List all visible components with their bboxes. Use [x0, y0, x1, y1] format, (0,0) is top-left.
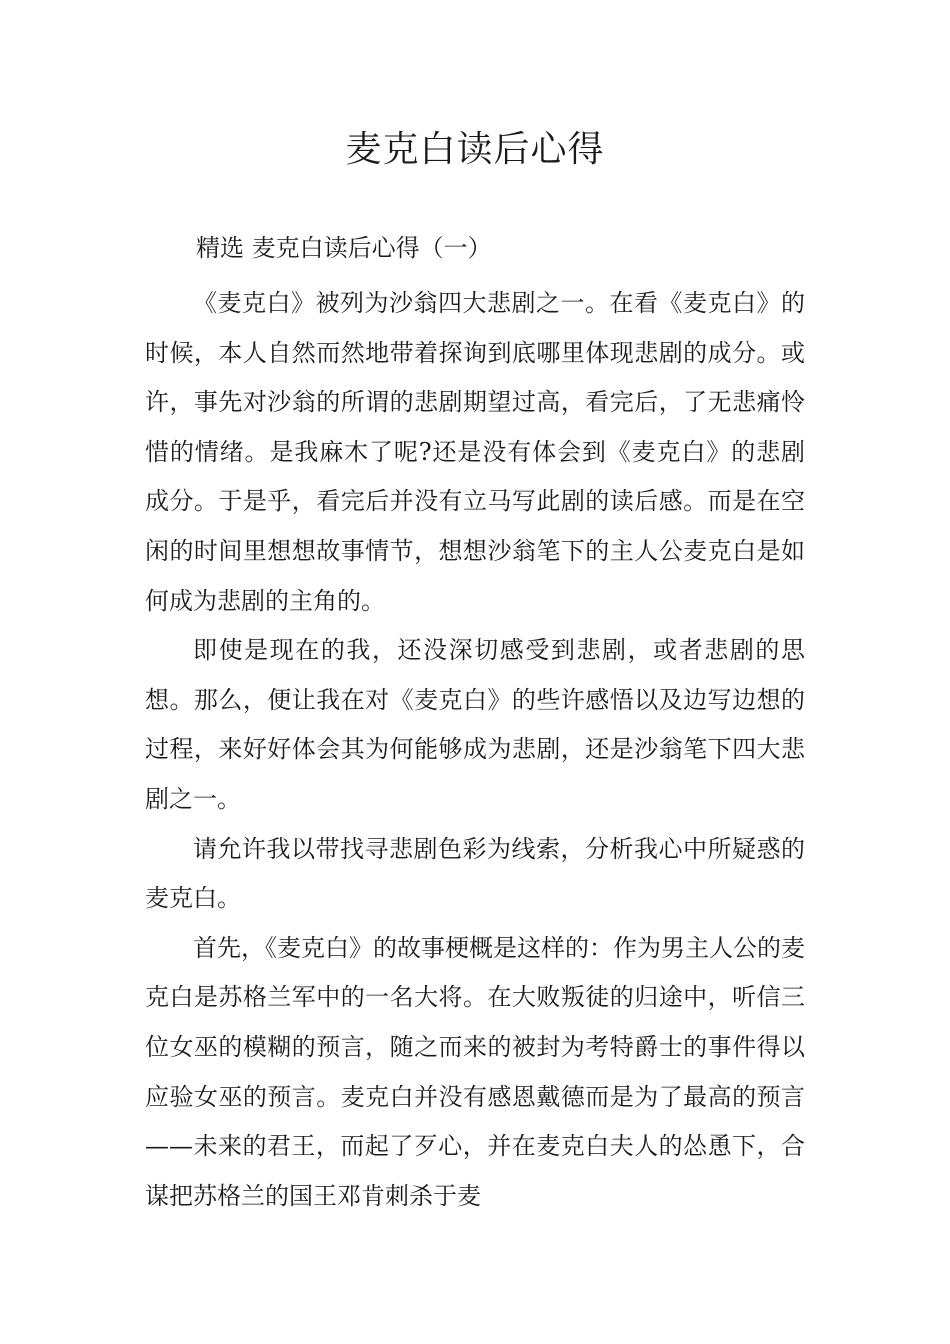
paragraph-4: 首先，《麦克白》的故事梗概是这样的：作为男主人公的麦克白是苏格兰军中的一名大将。在大败叛徒的归途中，听信三位女巫的模糊的预言，随之而来的被封为考特爵士的事件得以应验女巫的预言。麦克白并没有感恩戴德而是为了最高的预言——未来的君王，而起了歹心，并在麦克白夫人的怂恿下，合谋把苏格兰的国王邓肯刺杀于麦 — [145, 933, 805, 1210]
section-heading: 精选 麦克白读后心得（一） — [196, 234, 492, 262]
document-title: 麦克白读后心得 — [345, 129, 605, 170]
paragraph-3: 请允许我以带找寻悲剧色彩为线索，分析我心中所疑惑的麦克白。 — [145, 834, 805, 913]
paragraph-2: 即使是现在的我，还没深切感受到悲剧，或者悲剧的思想。那么，便让我在对《麦克白》的些许感悟以及边写边想的过程，来好好体会其为何能够成为悲剧，还是沙翁笔下四大悲剧之一。 — [145, 636, 805, 813]
document-body — [145, 279, 805, 1221]
paragraph-1: 《麦克白》被列为沙翁四大悲剧之一。在看《麦克白》的时候，本人自然而然地带着探询到底哪里体现悲剧的成分。或许，事先对沙翁的所谓的悲剧期望过高，看完后，了无悲痛怜惜的情绪。是我麻木了呢?还是没有体会到《麦克白》的悲剧成分。于是乎，看完后并没有立马写此剧的读后感。而是在空闲的时间里想想故事情节，想想沙翁笔下的主人公麦克白是如何成为悲剧的主角的。 — [145, 289, 805, 615]
